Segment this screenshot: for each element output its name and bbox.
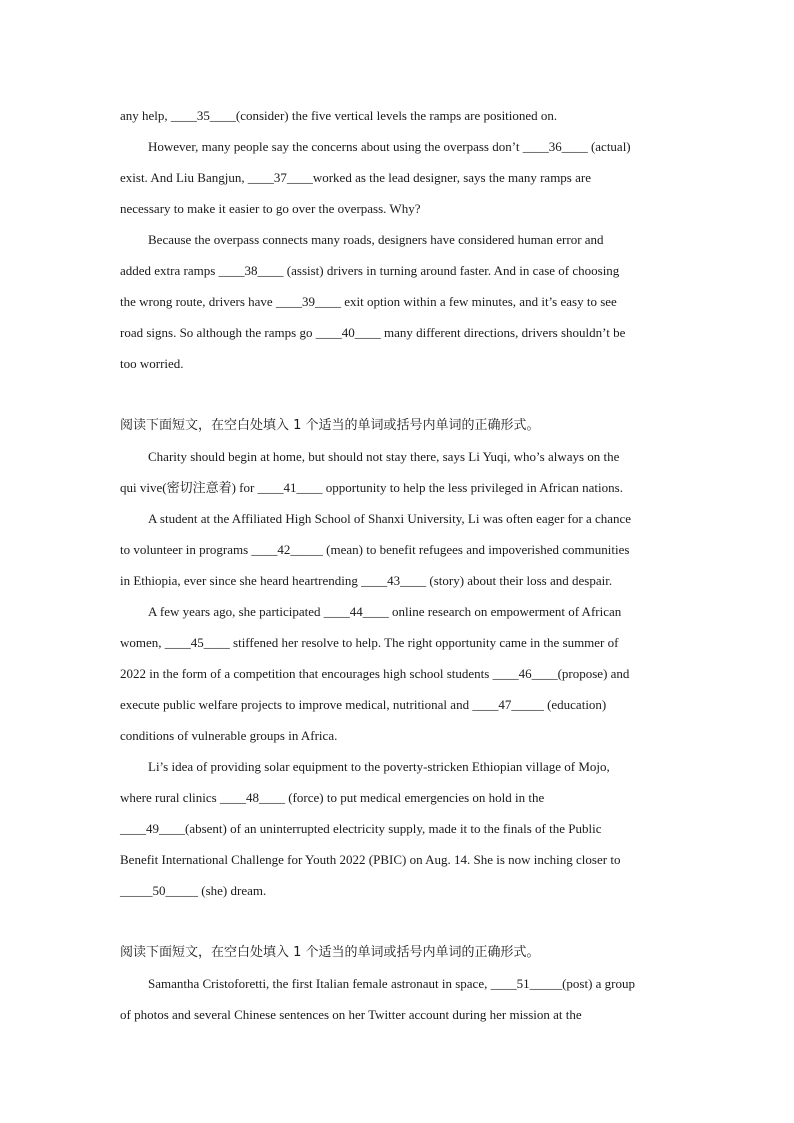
text-line: conditions of vulnerable groups in Africa. xyxy=(120,728,338,743)
text-line: Benefit International Challenge for Youth 2022 (PBIC) on Aug. 14. She is now inching closer to xyxy=(120,852,621,867)
text-line: Samantha Cristoforetti, the first Italian female astronaut in space, ____51_____(post) a group xyxy=(148,976,636,991)
spacer xyxy=(120,379,675,410)
text-line: However, many people say the concerns about using the overpass don’t ____36____ (actual) xyxy=(148,139,631,154)
text-line: A few years ago, she participated ____44____ online research on empowerment of African xyxy=(148,604,622,619)
text-line: added extra ramps ____38____ (assist) drivers in turning around faster. And in case of choosing xyxy=(120,263,620,278)
passage-1 xyxy=(120,100,675,379)
text-line: to volunteer in programs ____42_____ (mean) to benefit refugees and impoverished communities xyxy=(120,542,630,557)
text-line: Charity should begin at home, but should not stay there, says Li Yuqi, who’s always on the xyxy=(148,449,620,464)
section-instruction: 阅读下面短文，在空白处填入 1 个适当的单词或括号内单词的正确形式。 xyxy=(120,418,540,433)
text-line: women, ____45____ stiffened her resolve to help. The right opportunity came in the summer of xyxy=(120,635,619,650)
text-line: any help, ____35____(consider) the five vertical levels the ramps are positioned on. xyxy=(120,108,558,123)
text-line: exist. And Liu Bangjun, ____37____worked as the lead designer, says the many ramps are xyxy=(120,170,591,185)
text-line: execute public welfare projects to improve medical, nutritional and ____47_____ (education) xyxy=(120,697,607,712)
text-line: A student at the Affiliated High School of Shanxi University, Li was often eager for a chance xyxy=(148,511,632,526)
text-line: of photos and several Chinese sentences on her Twitter account during her mission at the xyxy=(120,1007,582,1022)
text-line: Because the overpass connects many roads, designers have considered human error and xyxy=(148,232,604,247)
passage-3 xyxy=(120,937,675,1030)
text-line: necessary to make it easier to go over the overpass. Why? xyxy=(120,201,421,216)
text-line: qui vive(密切注意着) for ____41____ opportunity to help the less privileged in African nations. xyxy=(120,480,623,495)
text-line: the wrong route, drivers have ____39____ exit option within a few minutes, and it’s easy to see xyxy=(120,294,617,309)
text-line: where rural clinics ____48____ (force) to put medical emergencies on hold in the xyxy=(120,790,545,805)
document-page xyxy=(120,100,675,1030)
text-line: ____49____(absent) of an uninterrupted electricity supply, made it to the finals of the Public xyxy=(120,821,602,836)
spacer xyxy=(120,906,675,937)
section-instruction: 阅读下面短文，在空白处填入 1 个适当的单词或括号内单词的正确形式。 xyxy=(120,945,540,960)
text-line: _____50_____ (she) dream. xyxy=(120,883,267,898)
text-line: too worried. xyxy=(120,356,184,371)
text-line: road signs. So although the ramps go ____40____ many different directions, drivers shouldn’t be xyxy=(120,325,626,340)
text-line: 2022 in the form of a competition that encourages high school students ____46____(propose) and xyxy=(120,666,630,681)
text-line: Li’s idea of providing solar equipment to the poverty-stricken Ethiopian village of Mojo, xyxy=(148,759,610,774)
passage-2 xyxy=(120,410,675,906)
text-line: in Ethiopia, ever since she heard heartrending ____43____ (story) about their loss and despair. xyxy=(120,573,613,588)
